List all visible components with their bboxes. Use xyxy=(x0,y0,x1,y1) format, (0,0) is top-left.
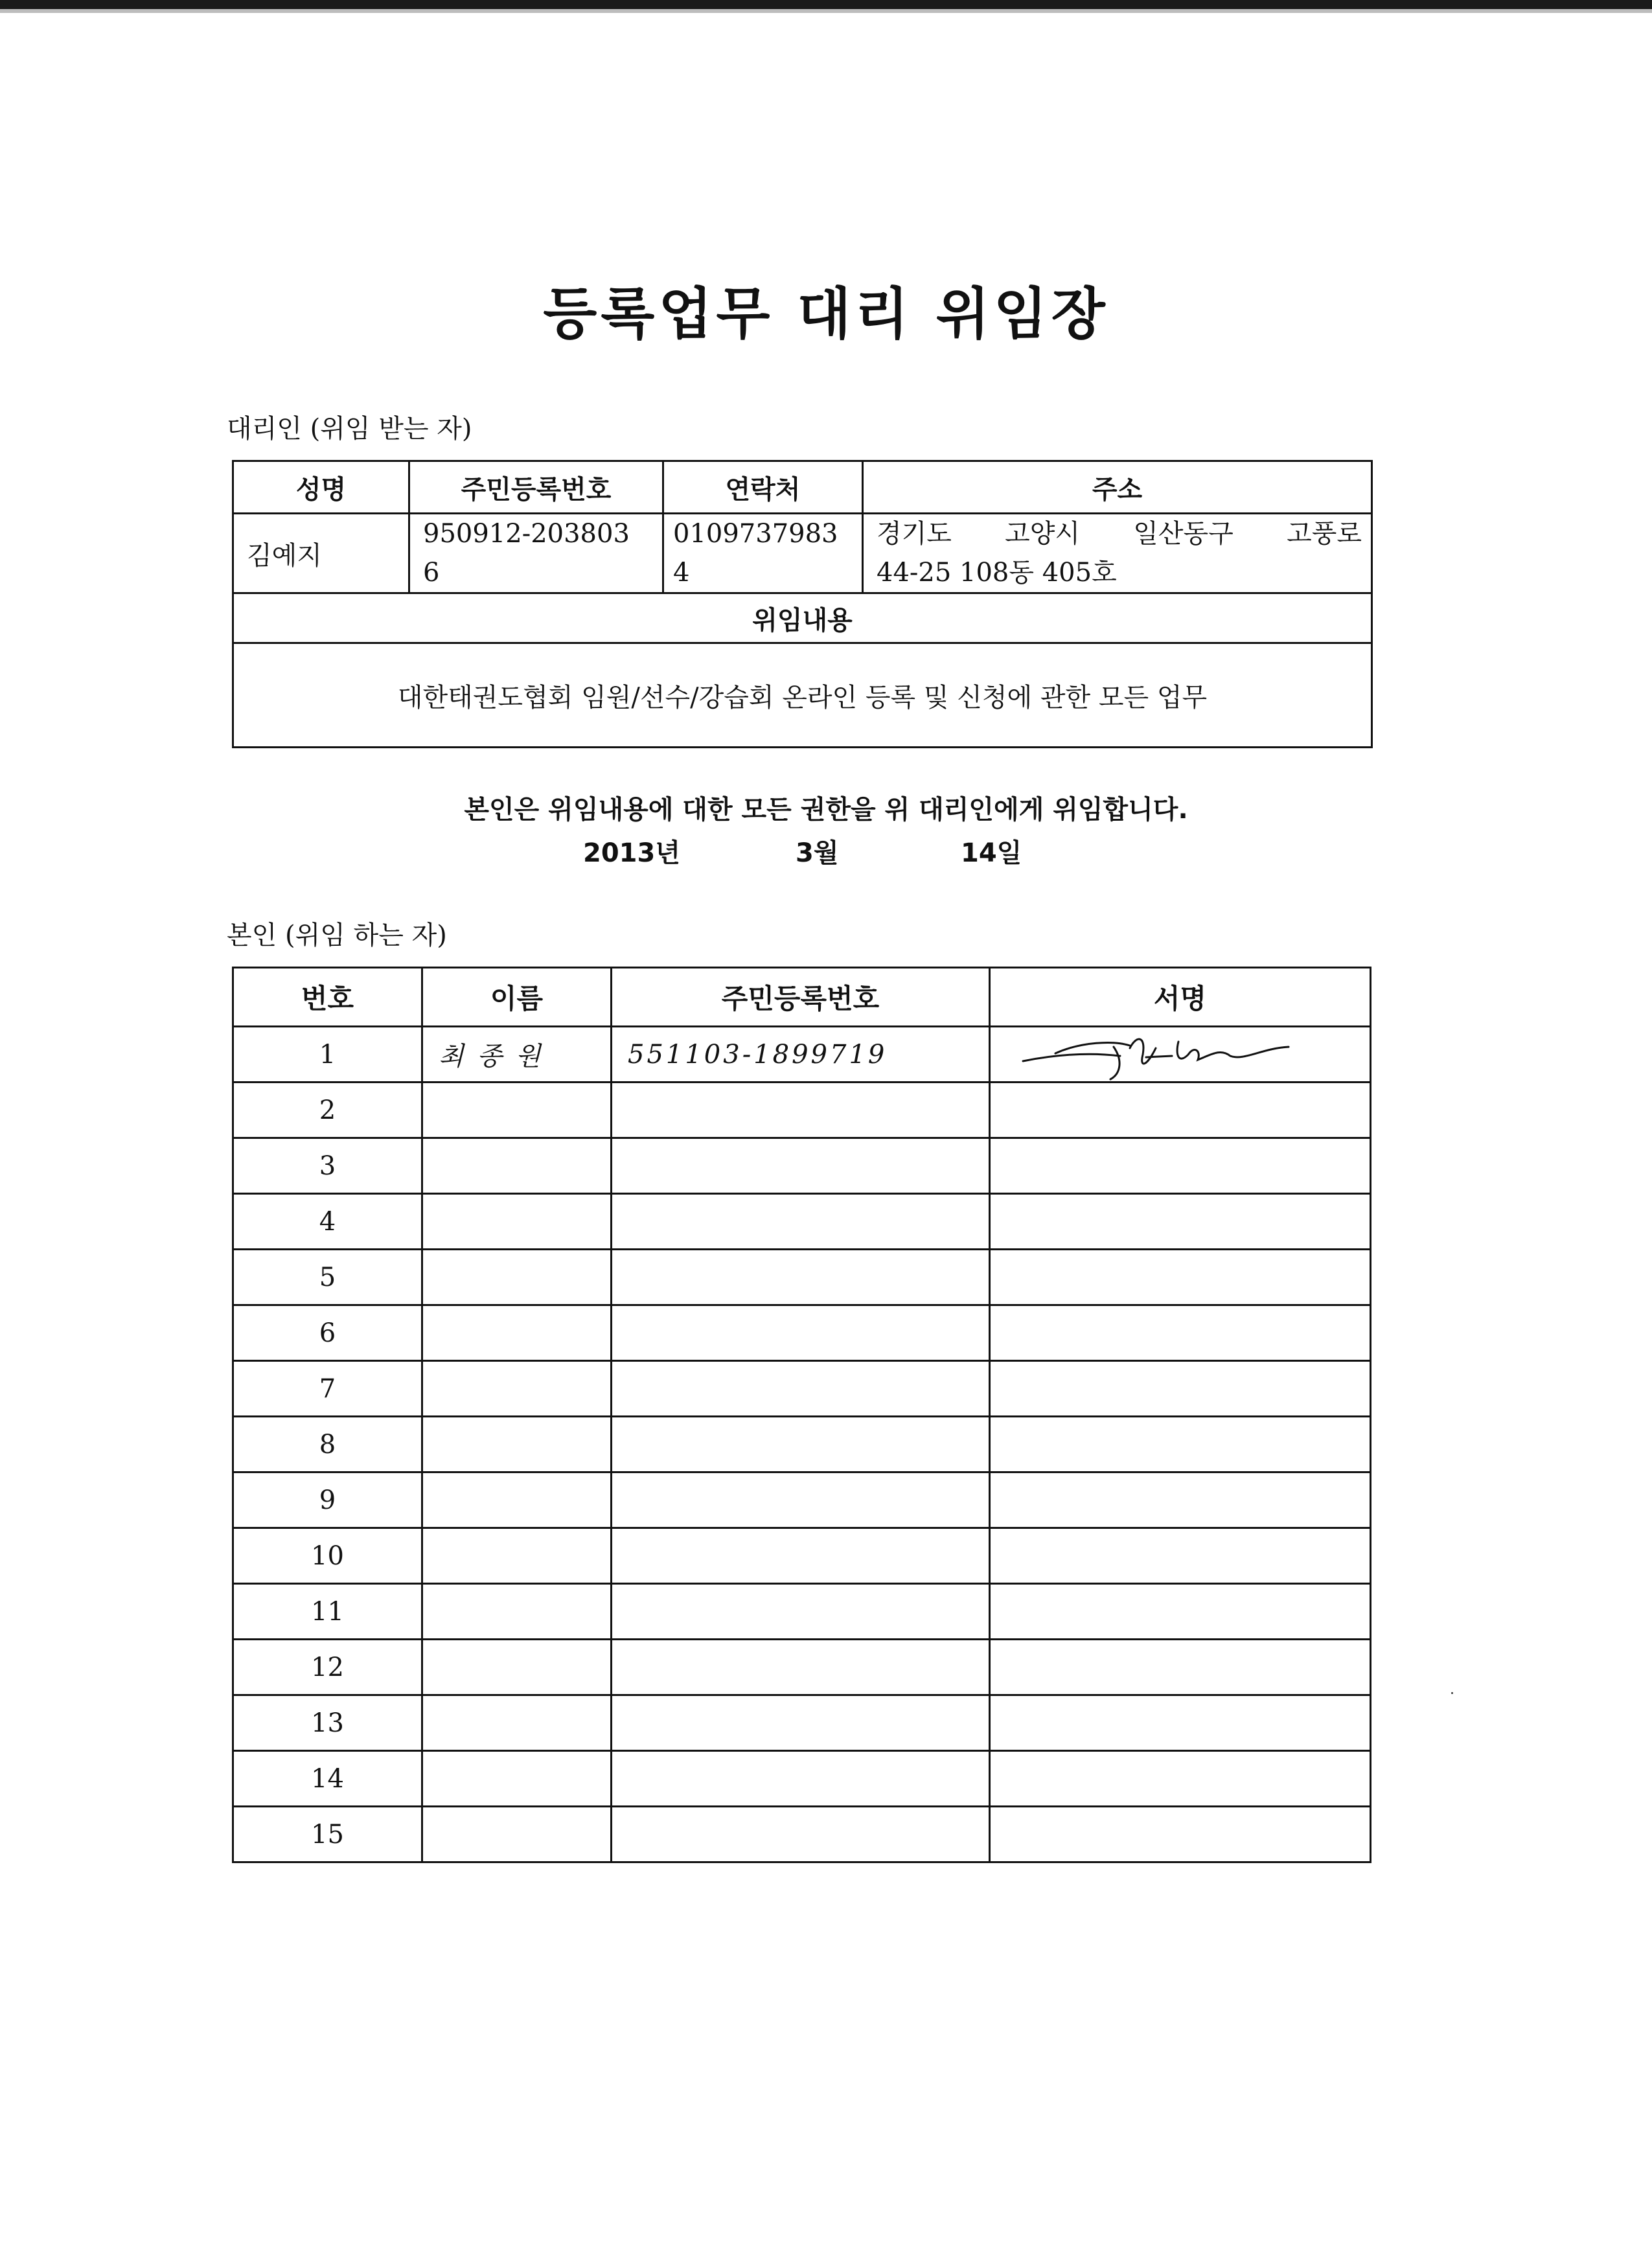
table-row xyxy=(233,1695,1371,1751)
signature-cell xyxy=(990,1305,1371,1361)
name-cell xyxy=(422,1417,612,1472)
header-address: 주소 xyxy=(863,461,1372,514)
agent-address-line2: 44-25 108동 405호 xyxy=(877,558,1117,588)
name-cell xyxy=(422,1695,612,1751)
table-row xyxy=(233,1472,1371,1528)
row-number: 4 xyxy=(233,1194,422,1250)
mandate-header: 위임내용 xyxy=(233,593,1372,643)
name-cell xyxy=(422,1640,612,1695)
row-number: 8 xyxy=(233,1417,422,1472)
header-number: 번호 xyxy=(233,968,422,1027)
header-signature: 서명 xyxy=(990,968,1371,1027)
principal-section-label: 본인 (위임 하는 자) xyxy=(227,921,447,950)
table-row xyxy=(233,1361,1371,1417)
resident-id-cell xyxy=(612,1361,990,1417)
table-row xyxy=(233,1807,1371,1862)
signature-cell xyxy=(990,1194,1371,1250)
table-row xyxy=(233,1584,1371,1640)
resident-id-cell xyxy=(612,1528,990,1584)
agent-data-row xyxy=(233,514,1372,593)
name-cell xyxy=(422,1138,612,1194)
agent-resident-id-line1: 950912-203803 xyxy=(423,519,630,549)
name-cell xyxy=(422,1528,612,1584)
resident-id-cell xyxy=(612,1807,990,1862)
row-number: 10 xyxy=(233,1528,422,1584)
document-title: 등록업무 대리 위임장 xyxy=(543,282,1109,347)
handwritten-resident-id: 551103-1899719 xyxy=(612,1027,990,1082)
signature-cell xyxy=(990,1528,1371,1584)
name-cell xyxy=(422,1807,612,1862)
header-name: 성명 xyxy=(233,461,409,514)
resident-id-cell xyxy=(612,1417,990,1472)
scan-top-edge-shadow xyxy=(0,9,1652,13)
agent-contact xyxy=(663,514,863,593)
signature-cell xyxy=(990,1695,1371,1751)
signature-cell xyxy=(990,1138,1371,1194)
signature-cell xyxy=(990,1807,1371,1862)
address-part: 경기도 xyxy=(877,519,952,549)
table-row xyxy=(233,1138,1371,1194)
row-number: 9 xyxy=(233,1472,422,1528)
agent-section-label: 대리인 (위임 받는 자) xyxy=(227,414,472,444)
table-row xyxy=(233,1250,1371,1305)
table-row xyxy=(233,1751,1371,1807)
row-number: 2 xyxy=(233,1082,422,1138)
resident-id-cell xyxy=(612,1751,990,1807)
row-number: 5 xyxy=(233,1250,422,1305)
agent-header-row xyxy=(233,461,1372,514)
header-resident-id: 주민등록번호 xyxy=(612,968,990,1027)
row-number: 3 xyxy=(233,1138,422,1194)
signature-cell xyxy=(990,1472,1371,1528)
agent-table xyxy=(232,460,1373,748)
principal-header-row xyxy=(233,968,1371,1027)
table-row xyxy=(233,1528,1371,1584)
row-number: 15 xyxy=(233,1807,422,1862)
agent-contact-line2: 4 xyxy=(673,558,690,588)
resident-id-cell xyxy=(612,1194,990,1250)
date-day: 14일 xyxy=(961,838,1022,868)
signature-cell xyxy=(990,1640,1371,1695)
scan-speck xyxy=(1451,1692,1453,1694)
name-cell xyxy=(422,1305,612,1361)
address-part: 고양시 xyxy=(1005,519,1081,549)
handwritten-name: 최 종 원 xyxy=(422,1027,612,1082)
name-cell xyxy=(422,1082,612,1138)
agent-resident-id xyxy=(409,514,663,593)
resident-id-cell xyxy=(612,1695,990,1751)
signature-cell xyxy=(990,1027,1371,1082)
resident-id-cell xyxy=(612,1138,990,1194)
name-cell xyxy=(422,1361,612,1417)
resident-id-cell xyxy=(612,1305,990,1361)
agent-name: 김예지 xyxy=(233,514,409,593)
signature-cell xyxy=(990,1584,1371,1640)
row-number: 12 xyxy=(233,1640,422,1695)
table-row xyxy=(233,1194,1371,1250)
resident-id-cell xyxy=(612,1250,990,1305)
agent-address xyxy=(863,514,1372,593)
date-month: 3월 xyxy=(796,838,839,868)
table-row xyxy=(233,1027,1371,1082)
agent-contact-line1: 0109737983 xyxy=(673,519,838,549)
name-cell xyxy=(422,1194,612,1250)
mandate-body-row xyxy=(233,643,1372,748)
resident-id-cell xyxy=(612,1082,990,1138)
scan-top-edge xyxy=(0,0,1652,9)
row-number: 1 xyxy=(233,1027,422,1082)
signature-cell xyxy=(990,1361,1371,1417)
table-row xyxy=(233,1417,1371,1472)
agent-resident-id-line2: 6 xyxy=(423,558,440,588)
table-row xyxy=(233,1082,1371,1138)
date-year: 2013년 xyxy=(583,838,680,868)
header-resident-id: 주민등록번호 xyxy=(409,461,663,514)
name-cell xyxy=(422,1472,612,1528)
resident-id-cell xyxy=(612,1640,990,1695)
signature-cell xyxy=(990,1082,1371,1138)
row-number: 14 xyxy=(233,1751,422,1807)
resident-id-cell xyxy=(612,1472,990,1528)
row-number: 13 xyxy=(233,1695,422,1751)
name-cell xyxy=(422,1584,612,1640)
table-row xyxy=(233,1640,1371,1695)
header-contact: 연락처 xyxy=(663,461,863,514)
row-number: 6 xyxy=(233,1305,422,1361)
agent-address-line1 xyxy=(864,514,1371,553)
mandate-header-row xyxy=(233,593,1372,643)
row-number: 7 xyxy=(233,1361,422,1417)
table-row xyxy=(233,1305,1371,1361)
address-part: 고풍로 xyxy=(1287,519,1362,549)
signature-cell xyxy=(990,1417,1371,1472)
resident-id-cell xyxy=(612,1584,990,1640)
address-part: 일산동구 xyxy=(1133,519,1233,549)
name-cell xyxy=(422,1250,612,1305)
principal-table xyxy=(232,967,1371,1863)
signature-cell xyxy=(990,1751,1371,1807)
delegation-statement: 본인은 위임내용에 대한 모든 권한을 위 대리인에게 위임합니다. xyxy=(464,795,1188,825)
header-name: 이름 xyxy=(422,968,612,1027)
mandate-text: 대한태권도협회 임원/선수/강습회 온라인 등록 및 신청에 관한 모든 업무 xyxy=(233,643,1372,748)
statement-date xyxy=(0,832,1652,868)
handwritten-signature xyxy=(1016,1029,1314,1081)
name-cell xyxy=(422,1751,612,1807)
signature-cell xyxy=(990,1250,1371,1305)
row-number: 11 xyxy=(233,1584,422,1640)
